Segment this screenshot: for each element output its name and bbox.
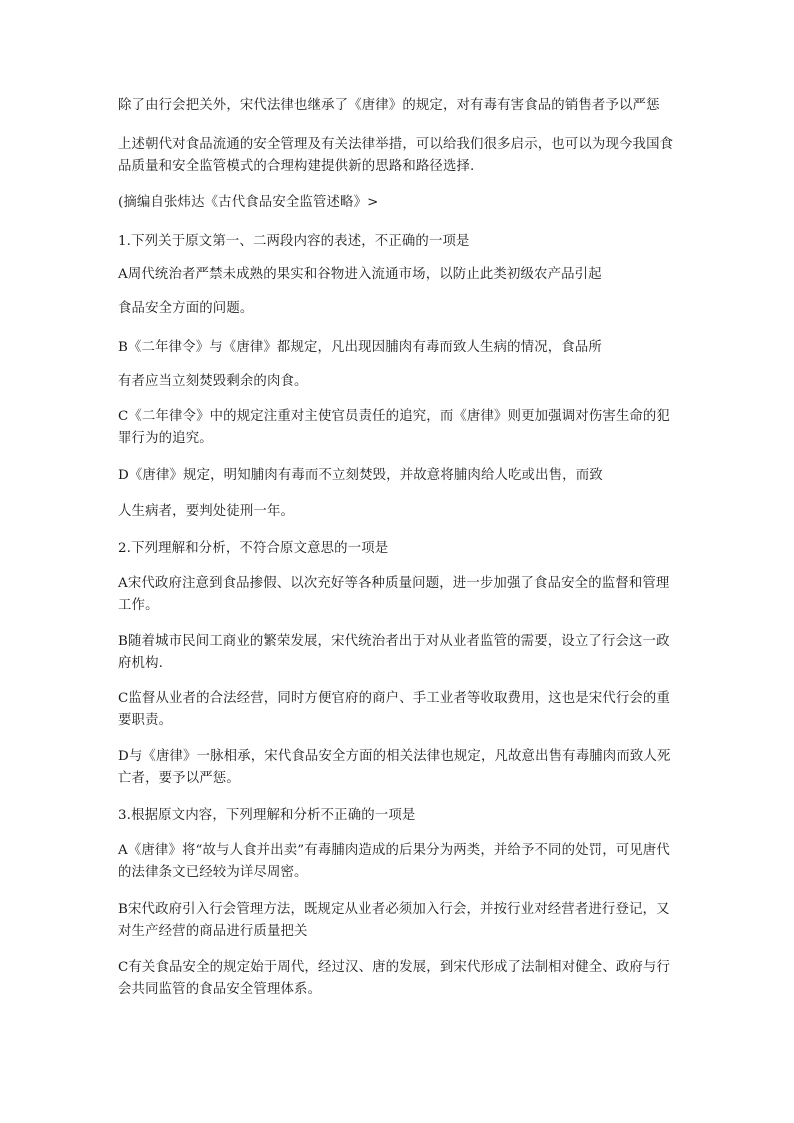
q1-option-d-line2: 人生病者，要判处徒刑一年。 (118, 504, 295, 519)
q2-option-d: D与《唐律》一脉相承，宋代食品安全方面的相关法律也规定，凡故意出售有毒脯肉而致人死亡者，要予以严惩。 (118, 749, 671, 786)
q3-option-b: B宋代政府引入行会管理方法，既规定从业者必须加入行会，并按行业对经营者进行登记，又对生产经营的商品进行质量把关 (118, 902, 670, 939)
q1-option-b-line2: 有者应当立刻焚毁剩余的肉食。 (118, 374, 308, 389)
q3-option-c: C有关食品安全的规定始于周代，经过汉、唐的发展，到宋代形成了法制相对健全、政府与行会共同监管的食品安全管理体系。 (118, 960, 671, 997)
q2-option-a: A宋代政府注意到食品掺假、以次充好等各种质量问题，进一步加强了食品安全的监督和管理工作。 (118, 576, 670, 613)
q1-option-c: C《二年律令》中的规定注重对主使官员责任的追究，而《唐律》则更加强调对伤害生命的犯罪行为的追究。 (118, 409, 671, 446)
paragraph-song-law: 除了由行会把关外，宋代法律也继承了《唐律》的规定，对有毒有害食品的销售者予以严惩 (118, 98, 660, 113)
q1-option-a-line2: 食品安全方面的问题。 (118, 301, 254, 316)
q2-option-c: C监督从业者的合法经营，同时方便官府的商户、手工业者等收取费用，这也是宋代行会的重要职责。 (118, 691, 671, 728)
q2-option-b: B随着城市民间工商业的繁荣发展，宋代统治者出于对从业者监管的需要，设立了行会这一政府机构. (118, 634, 670, 671)
q1-option-a-line1: A周代统治者严禁未成熟的果实和谷物进入流通市场，以防止此类初级农产品引起 (118, 267, 602, 282)
q1-option-b-line1: B《二年律令》与《唐律》都规定，凡出现因脯肉有毒而致人生病的情况，食品所 (118, 340, 602, 355)
source-citation: (摘编自张炜达《古代食品安全监管述略》> (118, 195, 379, 210)
question-2-stem: 2.下列理解和分析，不符合原文意思的一项是 (118, 541, 389, 556)
question-3-stem: 3.根据原文内容，下列理解和分析不正确的一项是 (118, 808, 416, 823)
q1-option-d-line1: D《唐律》规定，明知脯肉有毒而不立刻焚毁，并故意将脯肉给人吃或出售，而致 (118, 468, 603, 483)
paragraph-conclusion: 上述朝代对食品流通的安全管理及有关法律举措，可以给我们很多启示，也可以为现今我国食品质量和安全监管模式的合理构建提供新的思路和路径选择. (118, 137, 674, 174)
question-1-stem: 1.下列关于原文第一、二两段内容的表述，不正确的一项是 (118, 234, 470, 249)
q3-option-a: A《唐律》将“故与人食并出卖”有毒脯肉造成的后果分为两类，并给予不同的处罚，可见唐代的法律条文已经较为详尽周密。 (118, 843, 670, 880)
